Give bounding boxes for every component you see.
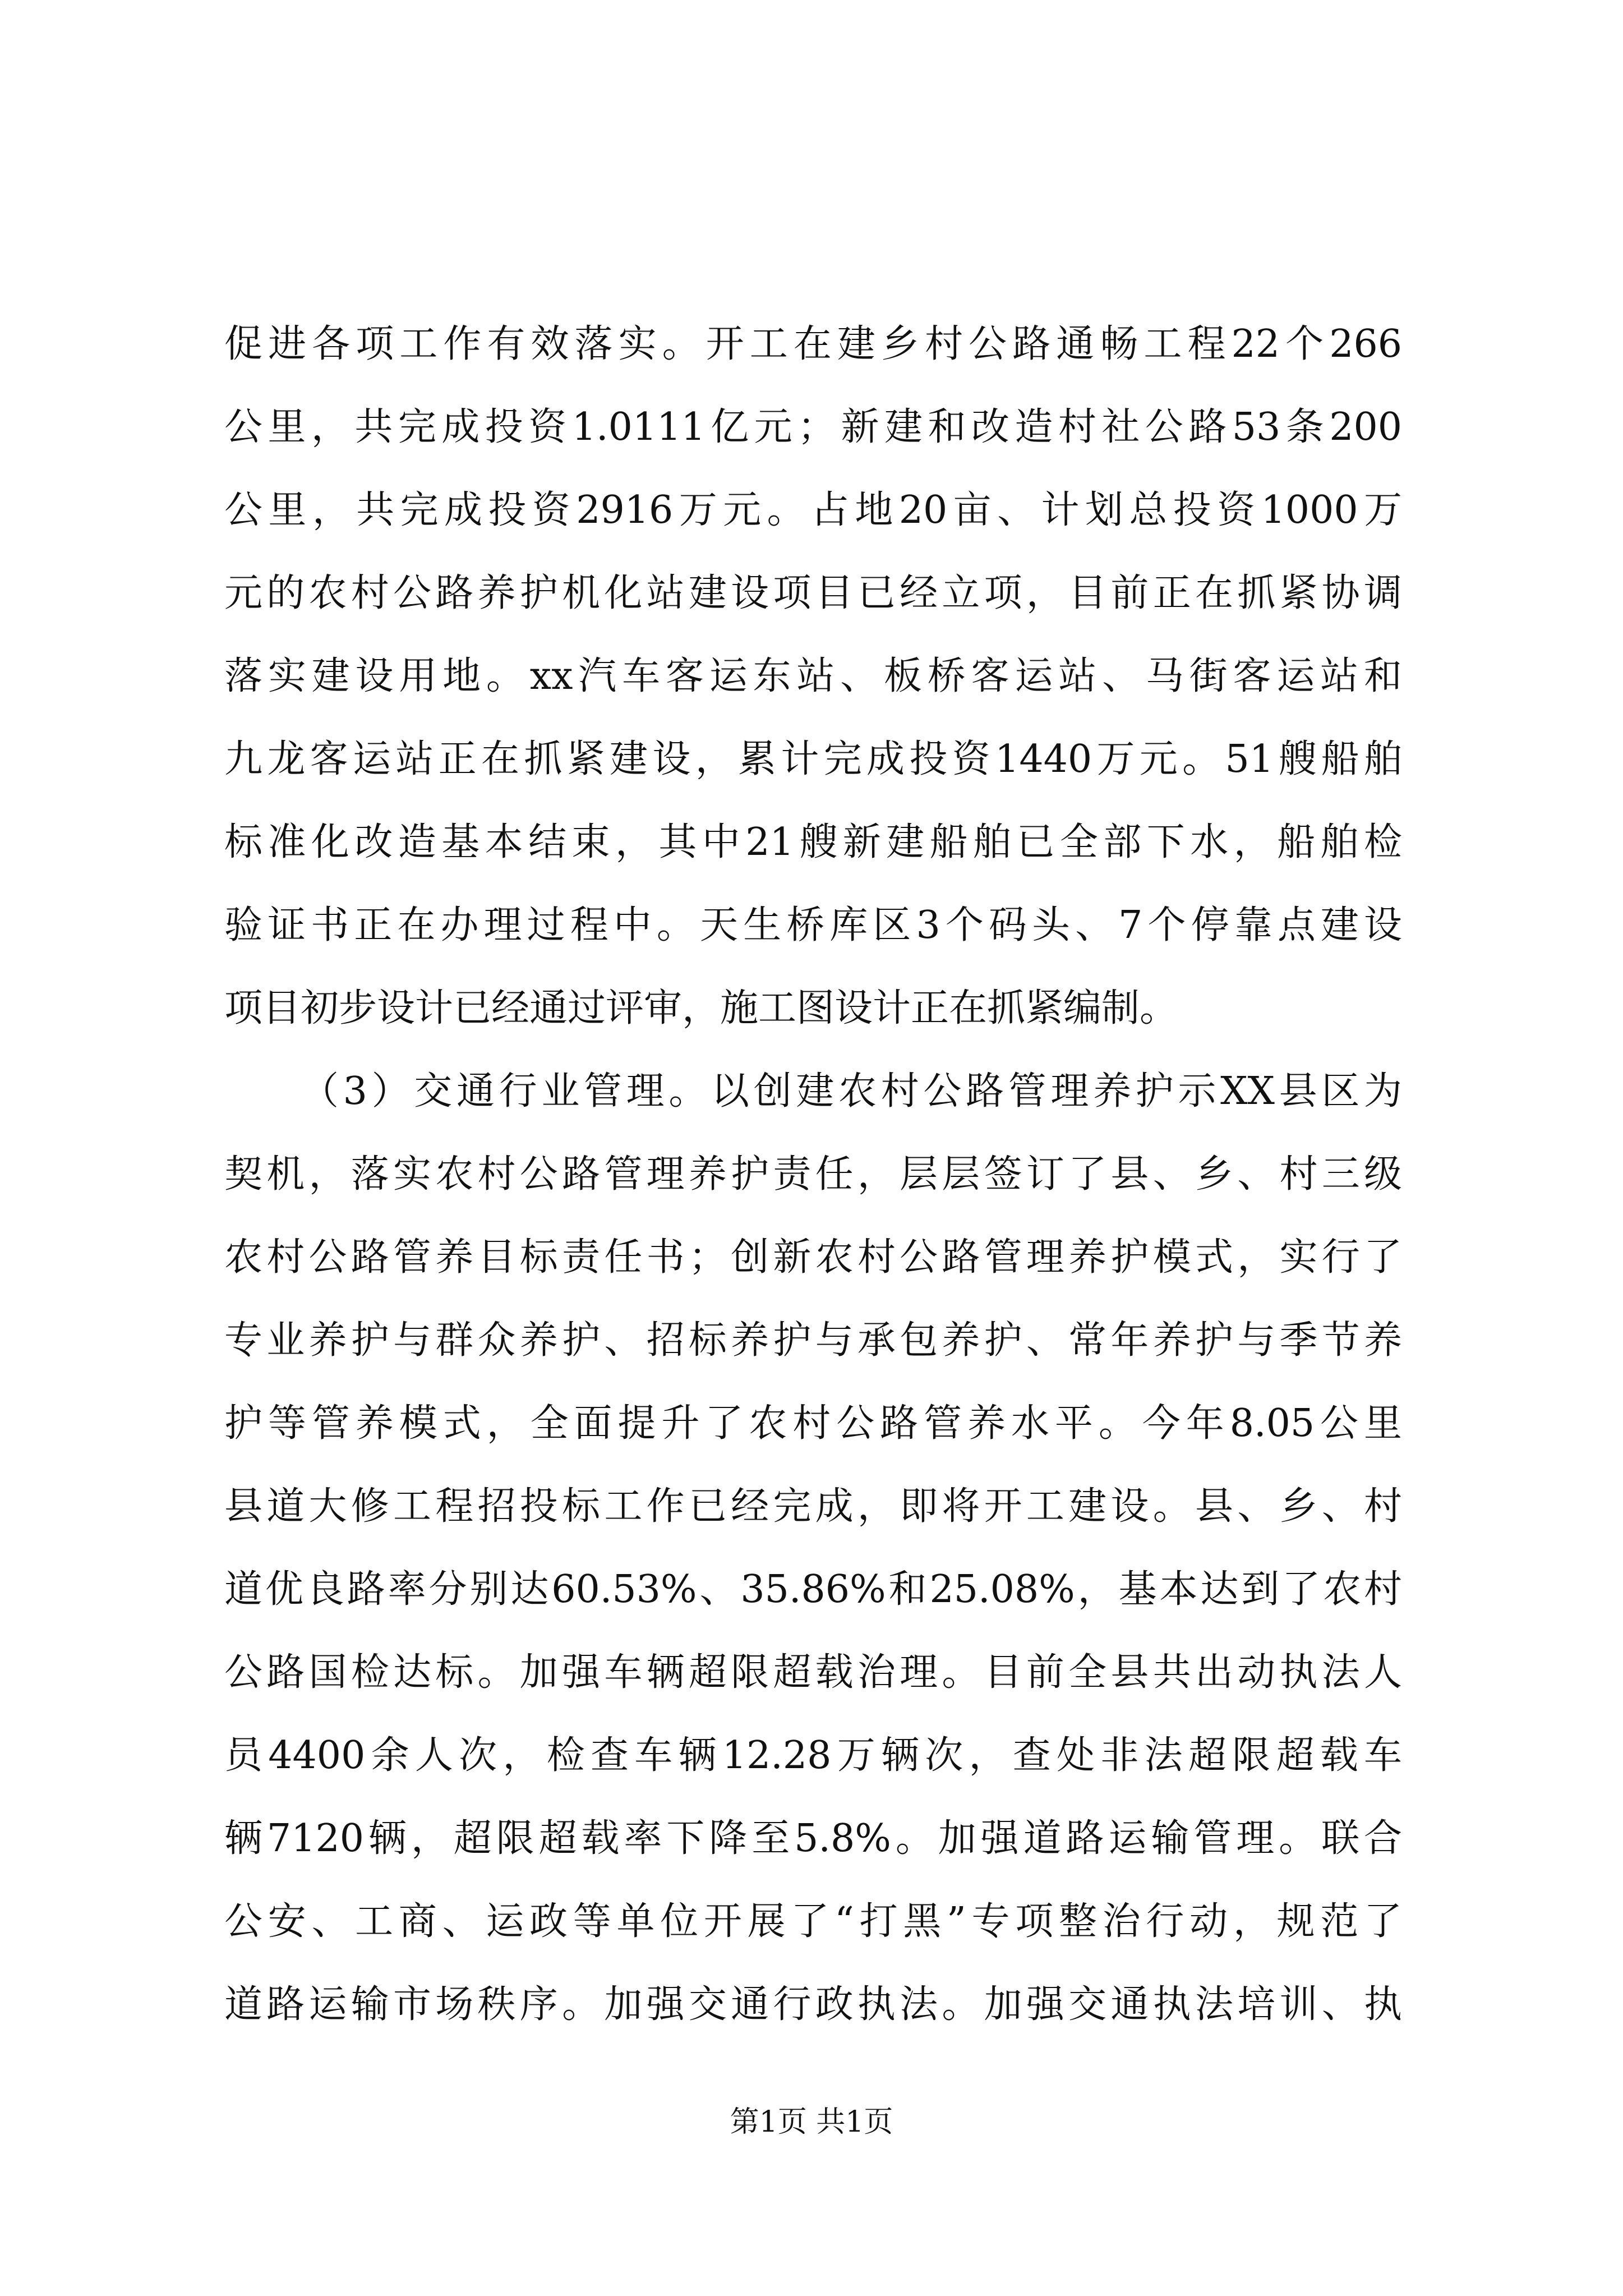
text-line: 道优良路率分别达60.53%、35.86%和25.08%，基本达到了农村 xyxy=(224,1567,1402,1612)
text-line: 项目初步设计已经通过评审，施工图设计正在抓紧编制。 xyxy=(224,986,1178,1030)
text-line: 公里，共完成投资2916万元。占地20亩、计划总投资1000万 xyxy=(224,488,1402,532)
text-line: 公路国检达标。加强车辆超限超载治理。目前全县共出动执法人 xyxy=(224,1650,1402,1695)
text-line: 公安、工商、运政等单位开展了“打黑”专项整治行动，规范了 xyxy=(224,1899,1402,1944)
text-line: 促进各项工作有效落实。开工在建乡村公路通畅工程22个266 xyxy=(224,322,1402,366)
text-line: 专业养护与群众养护、招标养护与承包养护、常年养护与季节养 xyxy=(224,1318,1402,1363)
text-line: 护等管养模式，全面提升了农村公路管养水平。今年8.05公里 xyxy=(224,1401,1402,1446)
page-number: 第1页 共1页 xyxy=(730,2105,893,2139)
text-line: 员4400余人次，检查车辆12.28万辆次，查处非法超限超载车 xyxy=(224,1733,1402,1778)
text-line: 验证书正在办理过程中。天生桥库区3个码头、7个停靠点建设 xyxy=(224,903,1402,947)
text-line: 契机，落实农村公路管理养护责任，层层签订了县、乡、村三级 xyxy=(224,1152,1402,1197)
text-line: 县道大修工程招投标工作已经完成，即将开工建设。县、乡、村 xyxy=(224,1484,1402,1529)
page-footer xyxy=(0,2102,1623,2142)
paragraph-start-line: （3）交通行业管理。以创建农村公路管理养护示XX县区为 xyxy=(301,1069,1402,1114)
text-line: 农村公路管养目标责任书；创新农村公路管理养护模式，实行了 xyxy=(224,1235,1402,1280)
text-line: 公里，共完成投资1.0111亿元；新建和改造村社公路53条200 xyxy=(224,405,1402,449)
text-line: 标准化改造基本结束，其中21艘新建船舶已全部下水，船舶检 xyxy=(224,820,1402,864)
text-line: 道路运输市场秩序。加强交通行政执法。加强交通执法培训、执 xyxy=(224,1982,1402,2027)
body-text xyxy=(224,303,1402,2046)
text-line: 辆7120辆，超限超载率下降至5.8%。加强道路运输管理。联合 xyxy=(224,1816,1402,1861)
text-line: 九龙客运站正在抓紧建设，累计完成投资1440万元。51艘船舶 xyxy=(224,737,1402,781)
text-line: 元的农村公路养护机化站建设项目已经立项，目前正在抓紧协调 xyxy=(224,571,1402,615)
text-line: 落实建设用地。xx汽车客运东站、板桥客运站、马街客运站和 xyxy=(224,654,1402,698)
